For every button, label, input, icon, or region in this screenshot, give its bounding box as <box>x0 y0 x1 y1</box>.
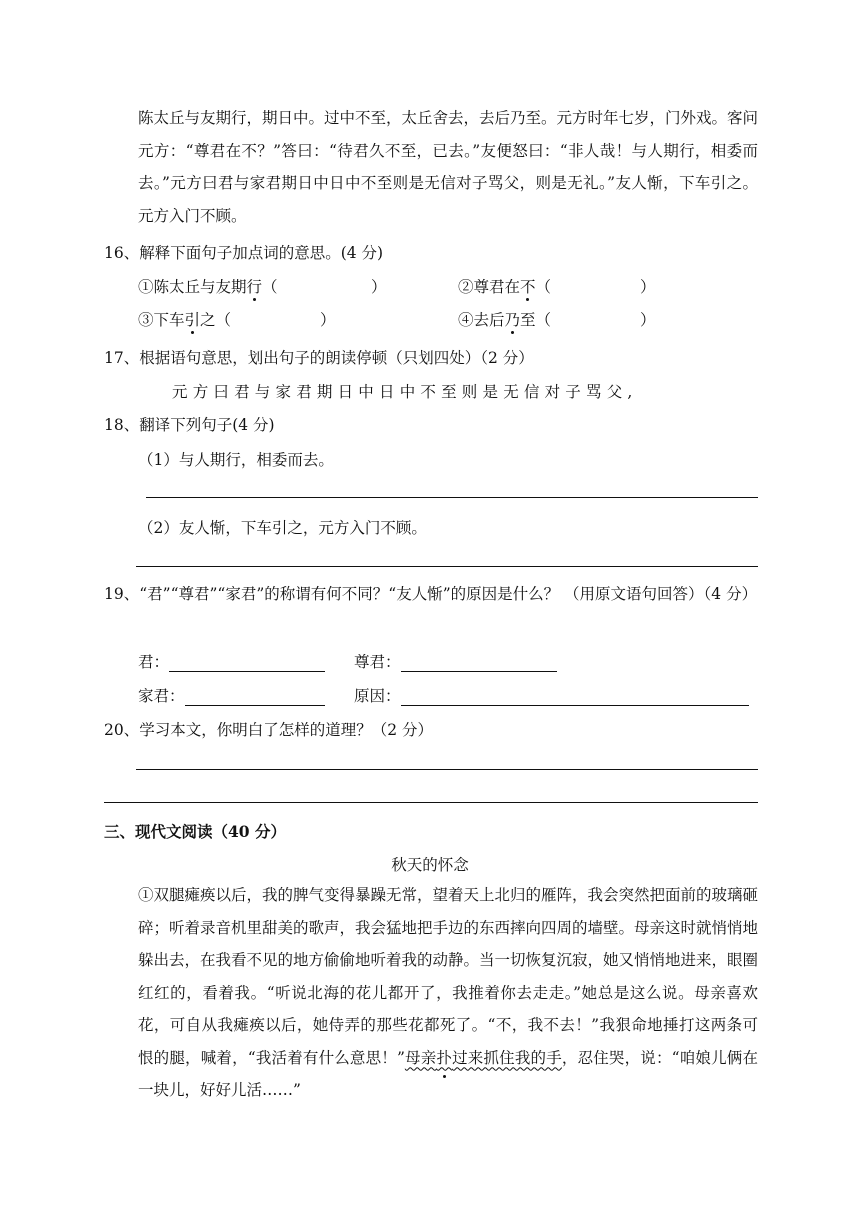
p1-end: ，忍住哭，说：“咱娘儿俩在一块儿，好好儿活……” <box>138 1048 758 1099</box>
q17-stem: 17、根据语句意思，划出句子的朗读停顿（只划四处）（2 分） <box>104 349 534 367</box>
p1-underline-1: 母亲 <box>404 1048 437 1067</box>
q16-item-1-pre: ①陈太丘与友期 <box>138 278 247 296</box>
q20-stem: 20、学习本文，你明白了怎样的道理？（2 分） <box>104 721 434 739</box>
q18-answer-line-2[interactable] <box>136 566 758 567</box>
q19-row-2b <box>354 684 749 706</box>
classical-passage <box>104 102 758 232</box>
q16-item-4-close: ） <box>640 311 656 329</box>
q19-blank-zunjun[interactable] <box>401 654 557 672</box>
q20-answer-line-1[interactable] <box>136 769 758 770</box>
q17-sentence: 元方曰君与家君期日中日中不至则是无信对子骂父, <box>172 383 638 401</box>
q16-item-4-pre: ④去后 <box>458 311 505 329</box>
q19-row-1 <box>138 650 325 672</box>
q19-row-2 <box>138 684 325 706</box>
q18-stem: 18、翻译下列句子(4 分) <box>104 416 275 434</box>
article-paragraph-1-text <box>104 879 758 1107</box>
passage-text: 陈太丘与友期行，期日中。过中不至，太丘舍去，去后乃至。元方时年七岁，门外戏。客问元方：“尊君在不？”答曰：“待君久不至，已去。”友便怒曰：“非人哉！与人期行，相委而去。”元方曰君与家君期日中日中不至则是无信对子骂父，则是无礼。”友人惭，下车引之。元方入门不顾。 <box>138 109 759 225</box>
q16-item-3-close: ） <box>320 311 336 329</box>
p1-dotted-word: 扑 <box>436 1042 452 1075</box>
q19-label-jiajun: 家君： <box>138 687 185 705</box>
p1-underline-2: 过来抓住我的手 <box>451 1048 562 1067</box>
q16-item-1 <box>138 275 278 297</box>
q16-item-2-dotted-word: 不 <box>520 275 536 297</box>
section-3-heading: 三、现代文阅读（40 分） <box>104 822 286 841</box>
q16-item-3 <box>138 308 231 330</box>
q16-item-1-close: ） <box>371 278 387 296</box>
q16-item-4 <box>458 308 551 330</box>
q16-item-4-post: 至（ <box>520 311 552 329</box>
q19-blank-jun[interactable] <box>169 654 325 672</box>
q19-stem: 19、“君”“尊君”“家君”的称谓有何不同？“友人惭”的原因是什么？ （用原文语句回答）（4 分） <box>104 585 758 603</box>
q16-item-1-dotted-word: 行 <box>247 275 263 297</box>
q16-item-3-dotted-word: 引 <box>185 308 201 330</box>
q19-row-1b <box>354 650 557 672</box>
q16-item-1-post: （ <box>262 278 278 296</box>
q19-label-yuanyin: 原因： <box>354 687 401 705</box>
q18-sentence-2: （2）友人惭，下车引之，元方入门不顾。 <box>138 519 427 537</box>
q16-item-2-pre: ②尊君在 <box>458 278 521 296</box>
q18-sentence-1: （1）与人期行，相委而去。 <box>138 451 334 469</box>
q19-label-zunjun: 尊君： <box>354 653 401 671</box>
q16-item-4-dotted-word: 乃 <box>505 308 521 330</box>
q16-item-2-post: （ <box>535 278 552 296</box>
q20-answer-line-2[interactable] <box>104 802 758 803</box>
article-paragraph-1 <box>104 879 758 1107</box>
q16-item-2 <box>458 275 551 297</box>
q18-answer-line-1[interactable] <box>146 497 758 498</box>
q16-item-3-post: 之（ <box>200 311 232 329</box>
q16-stem: 16、解释下面句子加点词的意思。(4 分) <box>104 244 384 262</box>
q16-item-3-pre: ③下车 <box>138 311 185 329</box>
q19-blank-jiajun[interactable] <box>185 688 325 706</box>
q16-item-2-close: ） <box>640 278 656 296</box>
article-title: 秋天的怀念 <box>391 856 469 874</box>
q19-label-jun: 君： <box>138 653 170 671</box>
p1-main: ①双腿瘫痪以后，我的脾气变得暴躁无常，望着天上北归的雁阵，我会突然把面前的玻璃砸碎；听着录音机里甜美的歌声，我会猛地把手边的东西摔向四周的墙壁。母亲这时就悄悄地躲出去，在我看不见的地方偷偷地听着我的动静。当一切恢复沉寂，她又悄悄地进来，眼圈红红的，看着我。“听说北海的花儿都开了，我推着你去走走。”她总是这么说。母亲喜欢花，可自从我瘫痪以后，她侍弄的那些花都死了。“不，我不去！”我狠命地捶打这两条可恨的腿，喊着，“我活着有什么意思！” <box>138 886 759 1067</box>
q19-blank-yuanyin[interactable] <box>401 688 749 706</box>
